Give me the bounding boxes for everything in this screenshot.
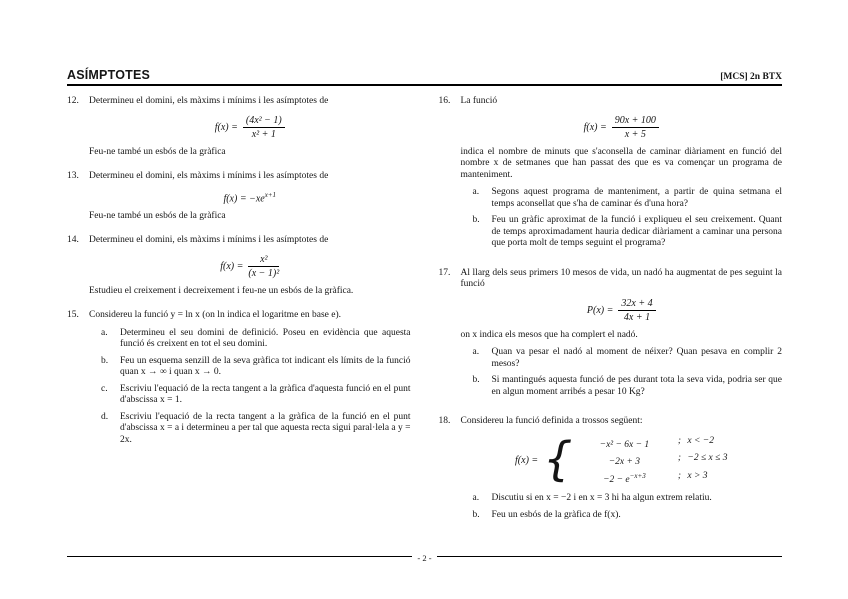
exercise-text: Considereu la funció definida a trossos següent: (460, 416, 643, 426)
sub-item-c (101, 384, 411, 407)
sub-label: b. (472, 215, 480, 225)
exercise-number: 12. (67, 96, 79, 106)
piece-expression: −x² − 6x − 1 (599, 439, 650, 450)
sub-items (461, 347, 783, 398)
exercise-note: Feu-ne també un esbós de la gràfica (89, 210, 226, 221)
sub-label: a. (101, 327, 108, 338)
page-title: ASÍMPTOTES (67, 68, 151, 82)
exercise-note: Estudieu el creixement i decreixement i feu-ne un esbós de la gràfica. (89, 285, 354, 296)
piece-separator: ; (677, 453, 681, 464)
exercise-note: on x indica els mesos que ha complert el nadó. (460, 329, 638, 340)
fraction-numerator: x² (248, 254, 279, 267)
exercise-text: Determineu el domini, els màxims i mínims i les asímptotes de (89, 171, 329, 181)
piece-row (577, 452, 727, 469)
piecewise-rows (577, 435, 727, 487)
sub-item-a (473, 347, 783, 370)
exercise-note: Feu-ne també un esbós de la gràfica (89, 146, 226, 157)
sub-item-b (473, 215, 783, 250)
sub-text: Feu un esbós de la gràfica de f(x). (491, 509, 621, 520)
footer-rule-right (437, 556, 782, 557)
right-column (439, 96, 783, 539)
page-content (67, 96, 782, 539)
exercise-18 (439, 416, 783, 526)
sub-label: c. (101, 383, 108, 394)
sub-label: a. (472, 187, 480, 197)
sub-label: a. (472, 493, 480, 504)
piece-condition: −2 ≤ x ≤ 3 (687, 453, 728, 464)
fraction-numerator: 32x + 4 (618, 298, 655, 311)
fraction (612, 115, 659, 140)
page-header (67, 68, 782, 86)
exercise-number: 15. (67, 310, 79, 321)
sub-items (89, 328, 411, 447)
sub-text: Si mantingués aquesta funció de pes durant tota la seva vida, podria ser que en algun moment arribés a pesar 10 Kg? (491, 375, 782, 397)
sub-text: Escriviu l'equació de la recta tangent a la gràfica d'aquesta funció en el punt d'abscissa x = 1. (120, 383, 411, 406)
sub-item-d (101, 412, 411, 447)
exercise-number: 13. (67, 171, 79, 181)
fraction-denominator: 4x + 1 (623, 311, 651, 323)
sub-text: Determineu el seu domini de definició. Poseu en evidència que aquesta funció és creixent en tot el seu domini. (120, 327, 411, 350)
fraction-numerator: 90x + 100 (612, 115, 659, 128)
left-brace: { (543, 432, 573, 487)
formula-12 (89, 115, 411, 140)
exponent: x+1 (264, 190, 277, 199)
exercise-text: Al llarg dels seus primers 10 mesos de vida, un nadó ha augmentat de pes seguint la funció (460, 267, 782, 289)
exercise-15 (67, 310, 411, 451)
sub-text: Feu un gràfic aproximat de la funció i expliqueu el seu creixement. Quant de temps aproximadament hauria dedicar diàriament a caminar una persona que porta molt de temps seguint el programa? (491, 215, 782, 248)
formula-14 (89, 254, 411, 279)
page-footer (67, 551, 782, 561)
sub-label: b. (472, 509, 480, 520)
sub-label: a. (472, 347, 480, 357)
fraction (243, 115, 285, 140)
sub-label: d. (101, 411, 109, 422)
fraction (618, 298, 655, 323)
fraction-denominator: x² + 1 (251, 128, 276, 140)
sub-item-a (473, 493, 783, 505)
exercise-13 (67, 171, 411, 222)
sub-text: Feu un esquema senzill de la seva gràfica tot indicant els límits de la funció quan x → ∞ i quan x → 0. (120, 355, 411, 378)
sub-item-b (473, 510, 783, 522)
footer-rule-left (67, 556, 412, 557)
exercise-16 (439, 96, 783, 255)
formula-17 (461, 298, 783, 323)
exercise-text: La funció (460, 96, 498, 106)
formula-16 (461, 115, 783, 140)
left-column (67, 96, 411, 539)
formula-13 (89, 190, 411, 204)
piece-separator: ; (677, 470, 681, 481)
sub-text: Discutiu si en x = −2 i en x = 3 hi ha algun extrem relatiu. (491, 493, 712, 504)
fraction-numerator: (4x² − 1) (243, 115, 285, 128)
header-badge: [MCS] 2n BTX (720, 72, 782, 82)
sub-label: b. (472, 375, 480, 385)
page-number: - 2 - (417, 553, 432, 563)
piece-row (577, 435, 727, 452)
piece-expression: −2x + 3 (608, 457, 641, 468)
exercise-17 (439, 268, 783, 404)
fraction (248, 254, 279, 279)
sub-items (461, 187, 783, 250)
formula-lhs: P(x) = (586, 304, 614, 316)
formula-lhs: f(x) = (214, 121, 238, 133)
sub-item-b (101, 356, 411, 379)
exponent: −x+3 (629, 471, 646, 480)
exercise-number: 14. (67, 235, 79, 246)
exercise-number: 18. (438, 416, 451, 426)
exercise-text: Considereu la funció y = ln x (on ln indica el logaritme en base e). (89, 310, 342, 321)
exercise-number: 17. (438, 267, 451, 278)
formula-18-piecewise (461, 432, 783, 487)
sub-text: Quan va pesar el nadó al moment de néixer? Quan pesava en complir 2 mesos? (491, 347, 782, 369)
sub-label: b. (101, 355, 109, 366)
piece-expression: $-2 - e^{-x+3}$ (603, 471, 646, 485)
piece-separator: ; (677, 435, 681, 446)
sub-text: Escriviu l'equació de la recta tangent a la gràfica de la funció en el punt d'abscissa x = a i determineu a per tal que aquesta recta sigui paral·lela a y = 2x. (120, 411, 411, 445)
exercise-12 (67, 96, 411, 158)
piece-condition: x > 3 (687, 470, 708, 481)
sub-item-a (473, 187, 783, 210)
exercise-number: 16. (438, 96, 451, 106)
formula-expression: $f(x) = -xe^{x+1}$ (223, 190, 277, 204)
sub-text: Segons aquest programa de manteniment, a partir de quina setmana el temps aconsellat que s'ha de caminar és d'una hora? (491, 187, 782, 209)
fraction-denominator: x + 5 (624, 128, 646, 140)
piece-row (577, 470, 727, 487)
formula-lhs: f(x) = (220, 260, 244, 272)
exercise-text: Determineu el domini, els màxims i mínims i les asímptotes de (89, 96, 329, 106)
exercise-14 (67, 235, 411, 297)
sub-items (461, 493, 783, 521)
sub-item-a (101, 328, 411, 351)
piece-condition: x < −2 (687, 435, 714, 446)
formula-lhs: f(x) = (515, 454, 539, 466)
exercise-text: Determineu el domini, els màxims i mínims i les asímptotes de (89, 235, 329, 246)
formula-lhs: f(x) = (583, 121, 607, 133)
exercise-note: indica el nombre de minuts que s'aconsella de caminar diàriament en funció del nombre x de setmanes que han passat des que es va començar un programa de manteniment. (460, 146, 782, 180)
sub-item-b (473, 375, 783, 398)
fraction-denominator: (x − 1)² (248, 267, 280, 279)
